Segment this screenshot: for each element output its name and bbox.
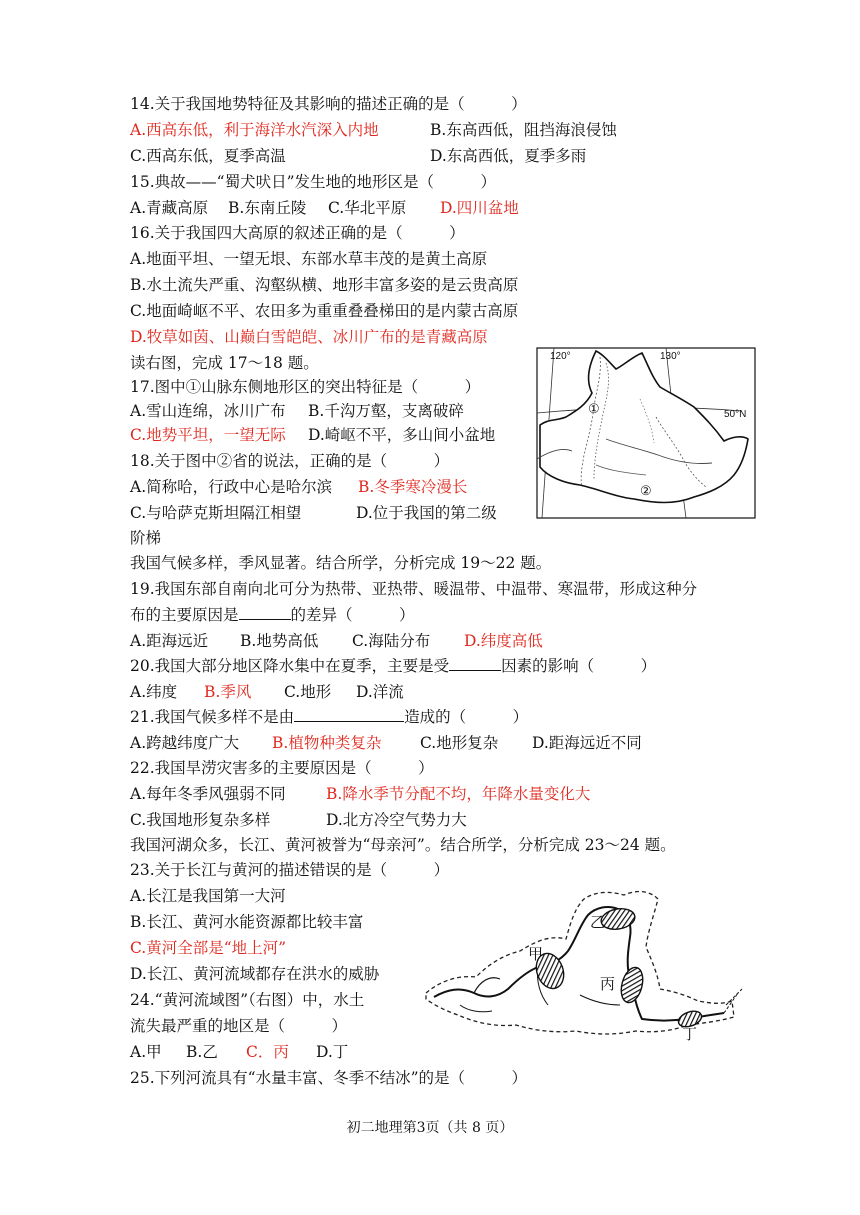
q18-option-d: D.位于我国的第二级 bbox=[356, 504, 497, 522]
section-intro-17-18: 读右图，完成 17～18 题。 bbox=[130, 354, 319, 372]
q22-option-b: B.降水季节分配不均，年降水量变化大 bbox=[326, 785, 591, 803]
q15-option-a: A.青藏高原 bbox=[130, 199, 209, 217]
section-intro-23-24: 我国河湖众多，长江、黄河被誉为“母亲河”。结合所学，分析完成 23～24 题。 bbox=[130, 836, 676, 854]
q22-option-a: A.每年冬季风强弱不同 bbox=[130, 785, 286, 803]
q20-option-b: B.季风 bbox=[204, 683, 252, 701]
q24-option-b: B.乙 bbox=[186, 1043, 218, 1061]
q20-option-a: A.纬度 bbox=[130, 683, 178, 701]
q16-option-d: D.牧草如茵、山巅白雪皑皑、冰川广布的是青藏高原 bbox=[130, 328, 488, 346]
q19-blank bbox=[239, 604, 291, 620]
q18-option-a: A.简称哈，行政中心是哈尔滨 bbox=[130, 478, 333, 496]
q23-option-b: B.长江、黄河水能资源都比较丰富 bbox=[130, 913, 364, 931]
q17-stem: 17.图中①山脉东侧地形区的突出特征是（ ） bbox=[130, 378, 481, 396]
q24-option-a: A.甲 bbox=[130, 1043, 162, 1061]
q24-option-c: C．丙 bbox=[246, 1043, 289, 1061]
q19-option-c: C.海陆分布 bbox=[352, 632, 431, 650]
q14-stem: 14.关于我国地势特征及其影响的描述正确的是（ ） bbox=[130, 95, 527, 113]
q21-stem-part2: 造成的（ ） bbox=[404, 708, 529, 726]
page-footer: 初二地理第3页（共 8 页） bbox=[346, 1120, 514, 1136]
q21-option-c: C.地形复杂 bbox=[420, 734, 499, 752]
q20-option-d: D.洋流 bbox=[356, 683, 404, 701]
region-yi-label: 乙 bbox=[590, 913, 606, 931]
q20-blank bbox=[449, 655, 501, 671]
q21-option-b: B.植物种类复杂 bbox=[272, 734, 382, 752]
region-ding-label: 丁 bbox=[682, 1025, 698, 1043]
q23-option-c: C.黄河全部是“地上河” bbox=[130, 939, 287, 957]
q19-option-a: A.距海远近 bbox=[130, 632, 209, 650]
q18-option-b: B.冬季寒冷漫长 bbox=[358, 478, 468, 496]
q14-option-d: D.东高西低，夏季多雨 bbox=[430, 147, 587, 165]
map1-lat-50-label: 50°N bbox=[724, 409, 747, 420]
q15-stem: 15.典故——“蜀犬吠日”发生地的地形区是（ ） bbox=[130, 173, 496, 191]
map1-mark-1: ① bbox=[588, 402, 600, 417]
q16-option-c: C.地面崎岖不平、农田多为重重叠叠梯田的是内蒙古高原 bbox=[130, 302, 519, 320]
q18-stem: 18.关于图中②省的说法，正确的是（ ） bbox=[130, 452, 450, 470]
region-bing-label: 丙 bbox=[600, 975, 616, 993]
q14-option-c: C.西高东低，夏季高温 bbox=[130, 147, 286, 165]
yellow-river-basin-map bbox=[420, 885, 750, 1045]
q19-option-d: D.纬度高低 bbox=[464, 632, 543, 650]
q20-option-c: C.地形 bbox=[284, 683, 332, 701]
q23-stem: 23.关于长江与黄河的描述错误的是（ ） bbox=[130, 861, 450, 879]
q22-stem: 22.我国旱涝灾害多的主要原因是（ ） bbox=[130, 759, 434, 777]
q14-option-a: A.西高东低，利于海洋水汽深入内地 bbox=[130, 121, 379, 139]
region-jia-label: 甲 bbox=[528, 945, 544, 963]
q22-option-c: C.我国地形复杂多样 bbox=[130, 811, 271, 829]
q23-option-a: A.长江是我国第一大河 bbox=[130, 887, 286, 905]
map1-lon-120-label: 120° bbox=[550, 351, 571, 362]
q24-stem-line2: 流失最严重的地区是（ ） bbox=[130, 1017, 348, 1035]
yellow-river-map-svg bbox=[420, 885, 750, 1045]
q20-stem-part2: 因素的影响（ ） bbox=[501, 657, 657, 675]
q20-stem bbox=[130, 655, 656, 677]
q25-stem: 25.下列河流具有“水量丰富、冬季不结冰”的是（ ） bbox=[130, 1069, 528, 1087]
q18-option-d-cont: 阶梯 bbox=[130, 529, 162, 547]
q21-option-a: A.跨越纬度广大 bbox=[130, 734, 240, 752]
q19-stem-part2: 的差异（ ） bbox=[290, 606, 415, 624]
q19-stem-line1: 19.我国东部自南向北可分为热带、亚热带、暖温带、中温带、寒温带，形成这种分 bbox=[130, 580, 698, 598]
q19-stem-part1: 布的主要原因是 bbox=[130, 606, 239, 624]
q21-option-d: D.距海远近不同 bbox=[532, 734, 642, 752]
q17-option-b: B.千沟万壑，支离破碎 bbox=[308, 402, 464, 420]
map1-mark-2: ② bbox=[640, 484, 652, 499]
q23-option-d: D.长江、黄河流域都存在洪水的威胁 bbox=[130, 965, 380, 983]
q15-option-c: C.华北平原 bbox=[328, 199, 407, 217]
q14-option-b: B.东高西低，阻挡海浪侵蚀 bbox=[430, 121, 617, 139]
q16-option-b: B.水土流失严重、沟壑纵横、地形丰富多姿的是云贵高原 bbox=[130, 276, 519, 294]
northeast-map-svg bbox=[536, 347, 756, 519]
q24-stem-line1: 24.“黄河流域图”（右图）中，水土 bbox=[130, 991, 365, 1009]
q21-stem-part1: 21.我国气候多样不是由 bbox=[130, 708, 295, 726]
map1-lon-130-label: 130° bbox=[660, 351, 681, 362]
q19-stem-line2 bbox=[130, 604, 415, 626]
q16-stem: 16.关于我国四大高原的叙述正确的是（ ） bbox=[130, 224, 465, 242]
q18-option-c: C.与哈萨克斯坦隔江相望 bbox=[130, 504, 302, 522]
q22-option-d: D.北方冷空气势力大 bbox=[326, 811, 467, 829]
q19-option-b: B.地势高低 bbox=[240, 632, 319, 650]
q15-option-d: D.四川盆地 bbox=[440, 199, 519, 217]
q17-option-d: D.崎岖不平，多山间小盆地 bbox=[308, 426, 496, 444]
q21-stem bbox=[130, 706, 528, 728]
northeast-china-map bbox=[536, 347, 756, 519]
q20-stem-part1: 20.我国大部分地区降水集中在夏季，主要是受 bbox=[130, 657, 450, 675]
q15-option-b: B.东南丘陵 bbox=[228, 199, 307, 217]
section-intro-19-22: 我国气候多样，季风显著。结合所学，分析完成 19～22 题。 bbox=[130, 554, 552, 572]
q24-option-d: D.丁 bbox=[316, 1043, 349, 1061]
q16-option-a: A.地面平坦、一望无垠、东部水草丰茂的是黄土高原 bbox=[130, 250, 488, 268]
q21-blank bbox=[294, 706, 404, 722]
q17-option-c: C.地势平坦，一望无际 bbox=[130, 426, 286, 444]
q17-option-a: A.雪山连绵，冰川广布 bbox=[130, 402, 286, 420]
